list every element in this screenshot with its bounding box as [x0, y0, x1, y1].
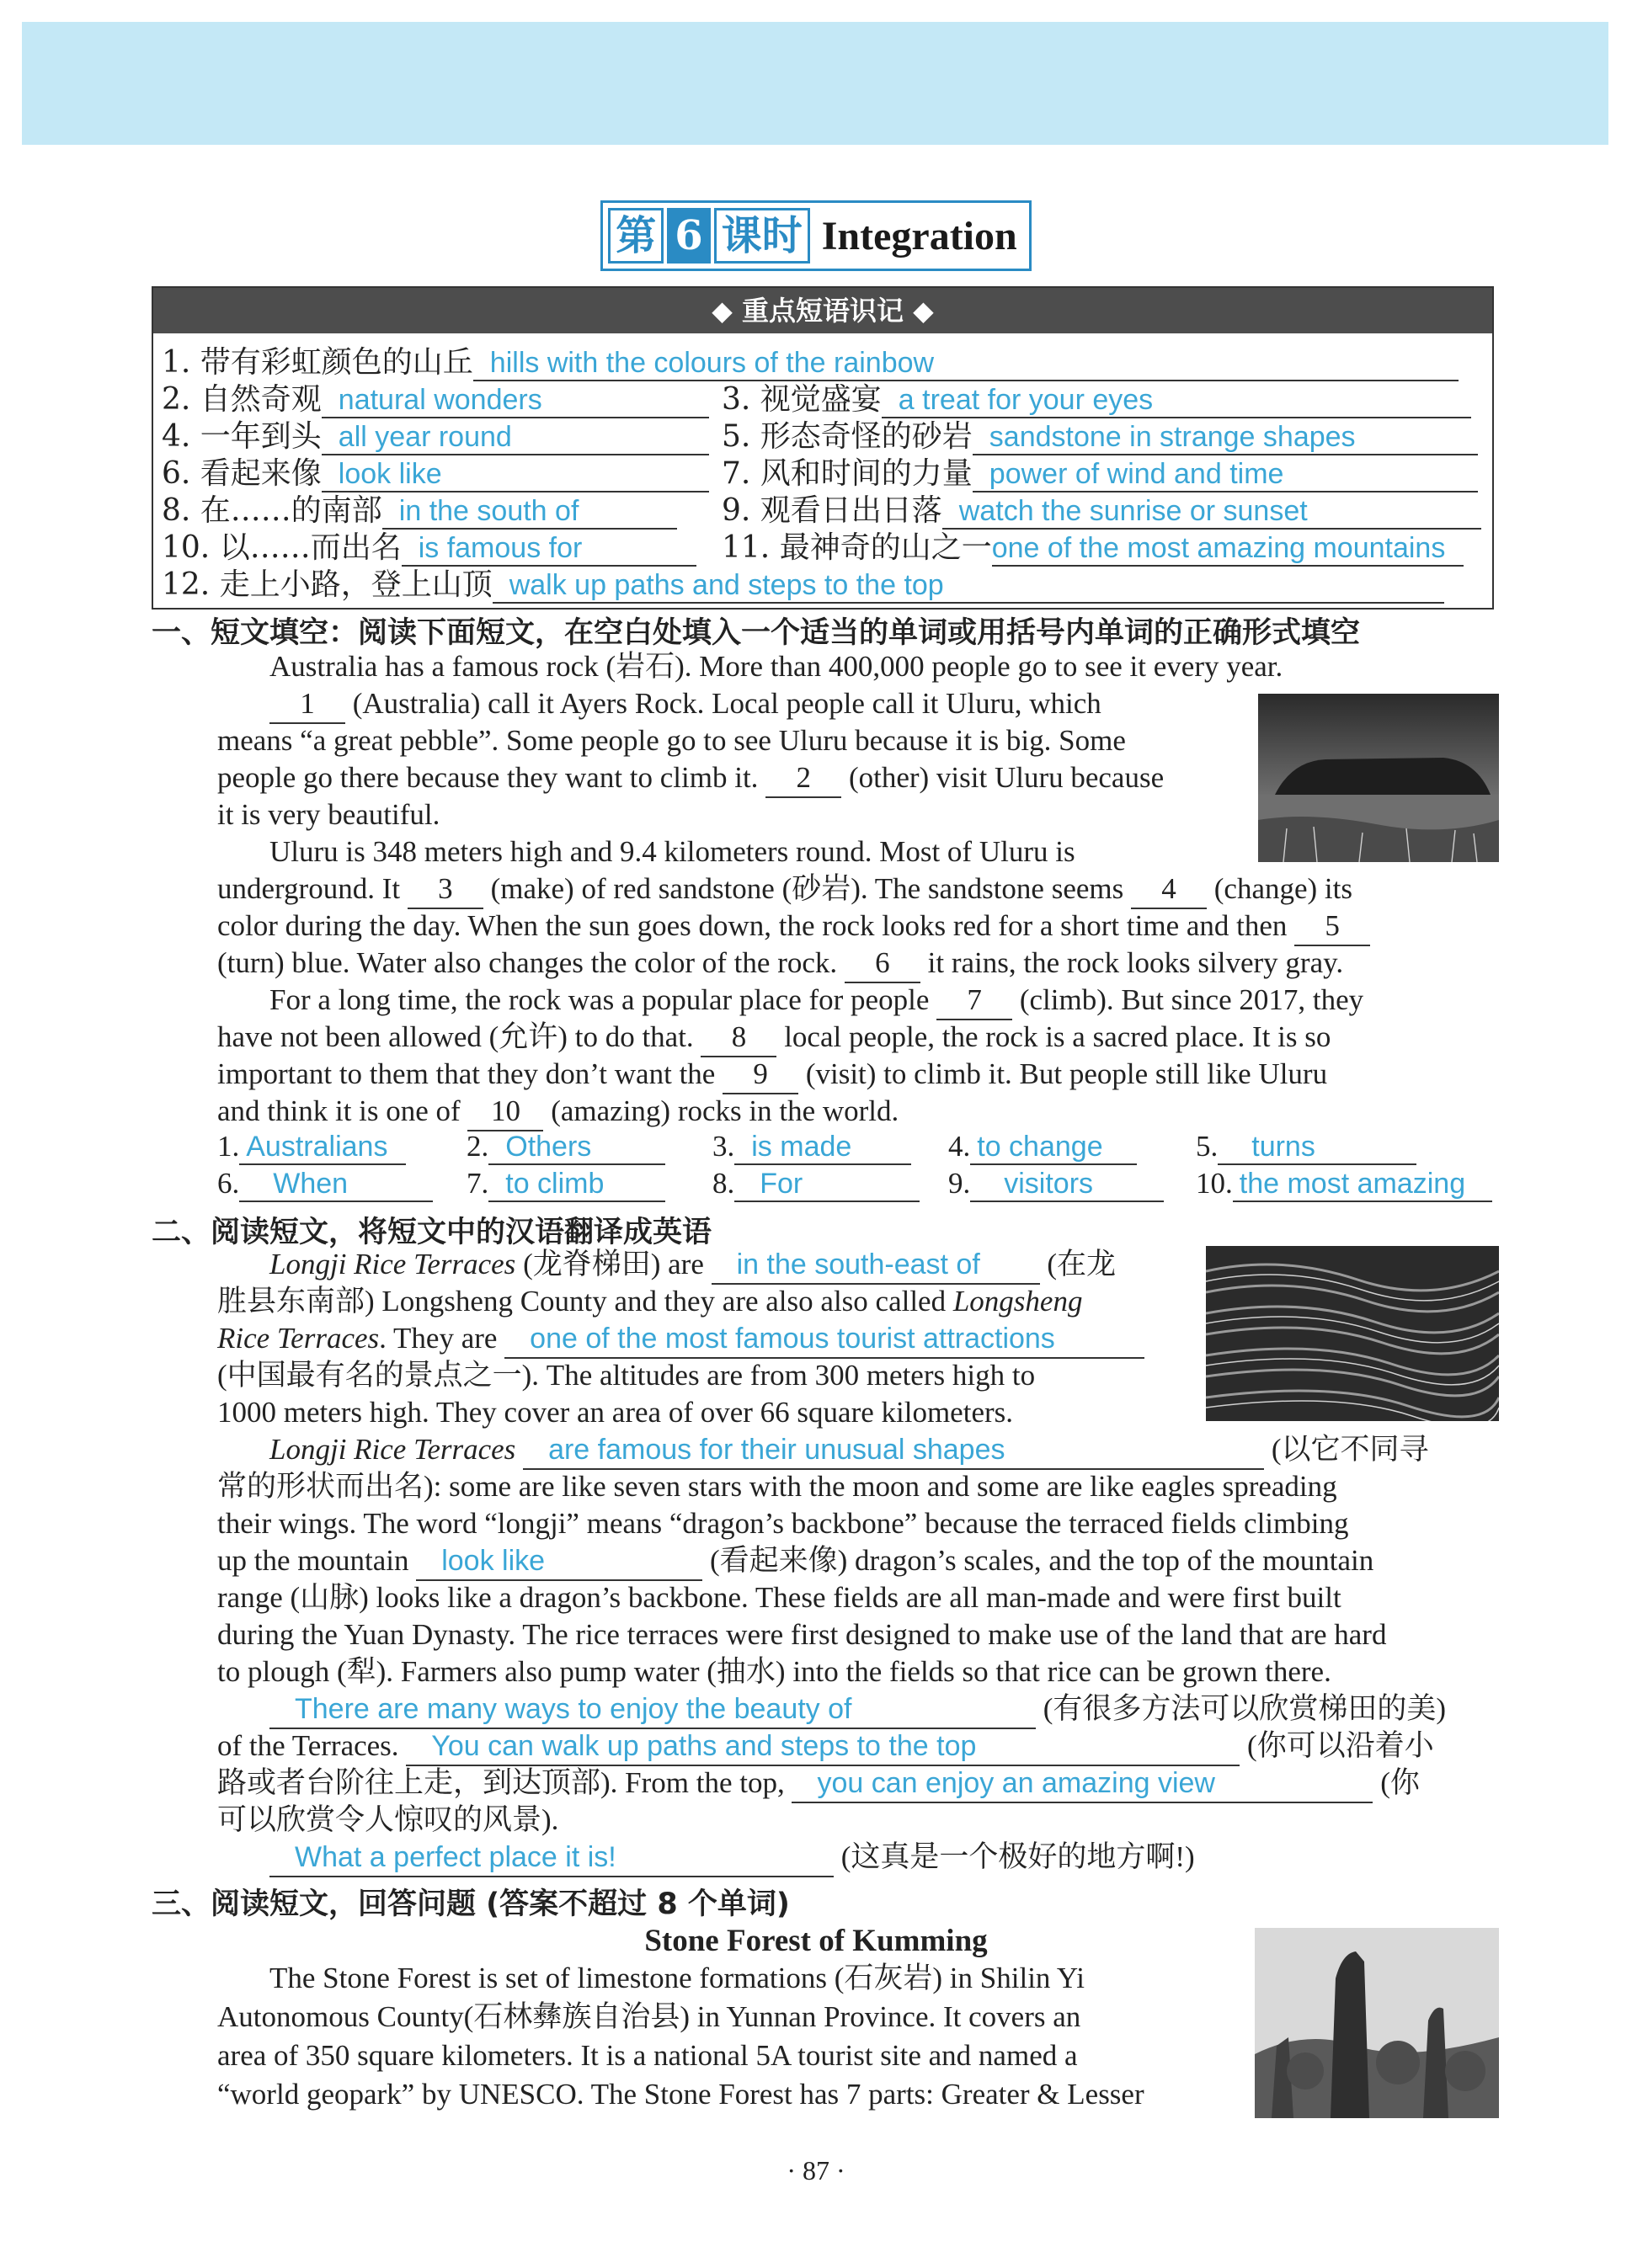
text: 胜县东南部) Longsheng County and they are also also called — [217, 1285, 953, 1318]
phrase-question: 10. 以……而出名 — [162, 530, 402, 565]
s2-line-12: to plough (犁). Farmers also pump water (抽水) into the fields so that rice can be grown there. — [217, 1655, 1331, 1688]
s3-line-2: area of 350 square kilometers. It is a national 5A tourist site and named a — [217, 2039, 1078, 2072]
s2-line-3 — [217, 1320, 1196, 1359]
s1-line-5: Uluru is 348 meters high and 9.4 kilometers round. Most of Uluru is — [269, 835, 1075, 868]
phrase-question: 2. 自然奇观 — [162, 382, 322, 417]
s2-line-8: their wings. The word “longji” means “dragon’s backbone” because the terraced fields climbing — [217, 1507, 1349, 1540]
s2-line-2 — [217, 1283, 1196, 1320]
phrase-row — [162, 561, 1484, 602]
uluru-image — [1258, 694, 1499, 862]
answer-num: 7. — [467, 1167, 489, 1200]
answer-item — [217, 1167, 433, 1202]
answer-num: 4. — [948, 1130, 971, 1163]
s2-line-5: 1000 meters high. They cover an area of over 66 square kilometers. — [217, 1396, 1013, 1429]
text: people go there because they want to climb it. — [217, 761, 766, 794]
phrase-answer: walk up paths and steps to the top — [493, 568, 1444, 604]
text: (有很多方法可以欣赏梯田的美) — [1036, 1692, 1447, 1725]
phrase-answer: power of wind and time — [973, 457, 1478, 492]
phrase-question: 9. 观看日出日落 — [722, 493, 942, 528]
phrase-answer: in the south of — [382, 494, 677, 530]
title-word: Integration — [821, 214, 1017, 258]
page-number: · 87 · — [787, 2155, 845, 2185]
blank-9: 9 — [723, 1056, 798, 1094]
text: (这真是一个极好的地方啊!) — [834, 1840, 1195, 1873]
text: (turn) blue. Water also changes the color of the rock. — [217, 946, 845, 979]
answer-row-2 — [217, 1167, 1497, 1204]
text: important to them that they don’t want the — [217, 1057, 723, 1090]
blank-8: 8 — [701, 1019, 776, 1057]
phrase-question: 3. 视觉盛宴 — [722, 382, 882, 417]
answer-item — [467, 1130, 665, 1165]
answer-text: to climb — [488, 1168, 665, 1202]
blank-3: 3 — [408, 870, 483, 909]
s1-line-9 — [269, 982, 1499, 1020]
phrase-answer: one of the most amazing mountains — [992, 531, 1464, 567]
text: (你可以沿着小 — [1240, 1729, 1434, 1762]
phrase-answer: sandstone in strange shapes — [973, 420, 1478, 455]
s1-line-8 — [217, 945, 1499, 983]
text: of the Terraces. — [217, 1729, 407, 1762]
text: (make) of red sandstone (砂岩). The sandstone seems — [483, 872, 1131, 905]
phrase-answer: all year round — [322, 420, 709, 455]
s2-line-4: (中国最有名的景点之一). The altitudes are from 300 meters high to — [217, 1359, 1036, 1392]
section2-title: 二、阅读短文，将短文中的汉语翻译成英语 — [152, 1216, 712, 1249]
text: underground. It — [217, 872, 408, 905]
text: Rice Terraces — [217, 1322, 380, 1355]
answer-item — [1196, 1130, 1416, 1165]
phrase-box — [152, 286, 1494, 610]
phrase-answer: is famous for — [402, 531, 696, 567]
lesson-title — [0, 200, 1632, 271]
s1-line-0: Australia has a famous rock (岩石). More than 400,000 people go to see it every year. — [269, 650, 1283, 683]
uluru-photo — [1258, 694, 1499, 862]
phrase-row — [162, 338, 1484, 380]
stone-forest-image — [1255, 1928, 1499, 2118]
text: color during the day. When the sun goes down, the rock looks red for a short time and then — [217, 909, 1295, 942]
answer-num: 2. — [467, 1130, 489, 1163]
phrase-header: ◆ 重点短语识记 ◆ — [153, 288, 1492, 333]
text: Longsheng — [952, 1285, 1083, 1318]
s1-line-1 — [269, 685, 1246, 724]
s1-line-10 — [217, 1019, 1499, 1057]
text: up the mountain — [217, 1544, 417, 1577]
answer-num: 9. — [948, 1167, 971, 1200]
header-band — [22, 22, 1608, 145]
text: (你 — [1373, 1766, 1420, 1799]
s1-line-12 — [217, 1093, 1499, 1131]
answer-item — [1196, 1167, 1492, 1202]
s1-line-11 — [217, 1056, 1499, 1094]
answer-famous-shapes: are famous for their unusual shapes — [523, 1431, 1264, 1470]
phrase-row — [162, 524, 1484, 565]
text: local people, the rock is a sacred place. It is so — [776, 1020, 1331, 1053]
text: Longji Rice Terraces — [269, 1248, 516, 1280]
answer-item — [217, 1130, 406, 1165]
blank-1: 1 — [269, 685, 345, 724]
text: (在龙 — [1039, 1248, 1117, 1280]
answer-num: 1. — [217, 1130, 240, 1163]
answer-text: Australians — [239, 1131, 406, 1165]
answer-text: visitors — [970, 1168, 1164, 1202]
answer-text: For — [734, 1168, 920, 1202]
text: (change) its — [1207, 872, 1352, 905]
answer-text: the most amazing — [1233, 1168, 1492, 1202]
answer-amazing-view: you can enjoy an amazing view — [792, 1765, 1373, 1803]
phrase-question: 1. 带有彩虹颜色的山丘 — [162, 345, 473, 380]
rice-terraces-image — [1206, 1246, 1499, 1421]
answer-num: 8. — [712, 1167, 735, 1200]
phrase-question: 12. 走上小路，登上山顶 — [162, 567, 493, 602]
blank-10: 10 — [467, 1093, 543, 1131]
phrase-question: 5. 形态奇怪的砂岩 — [722, 419, 973, 454]
answer-item — [948, 1130, 1137, 1165]
blank-4: 4 — [1131, 870, 1207, 909]
s2-line-17 — [269, 1839, 1499, 1877]
s2-line-14 — [217, 1728, 1499, 1766]
answer-text: turns — [1218, 1131, 1416, 1165]
answer-walk-up: You can walk up paths and steps to the top — [406, 1728, 1240, 1766]
answer-item — [948, 1167, 1164, 1202]
text: have not been allowed (允许) to do that. — [217, 1020, 701, 1053]
section1-title: 一、短文填空：阅读下面短文，在空白处填入一个适当的单词或用括号内单词的正确形式填空 — [152, 616, 1361, 650]
phrase-answer: a treat for your eyes — [882, 383, 1471, 418]
answer-perfect-place: What a perfect place it is! — [269, 1839, 834, 1877]
phrase-question: 11. 最神奇的山之一 — [722, 530, 992, 565]
phrase-question: 4. 一年到头 — [162, 419, 322, 454]
phrase-question: 7. 风和时间的力量 — [722, 456, 973, 491]
s2-line-10: range (山脉) looks like a dragon’s backbone. These fields are all man-made and were first built — [217, 1581, 1341, 1614]
blank-5: 5 — [1294, 908, 1370, 946]
text: (龙脊梯田) are — [515, 1248, 712, 1280]
s2-line-16: 可以欣赏令人惊叹的风景). — [217, 1803, 559, 1836]
s2-line-9 — [217, 1542, 1499, 1581]
s1-line-2: means “a great pebble”. Some people go to see Uluru because it is big. Some — [217, 724, 1126, 757]
phrase-row — [162, 375, 1484, 417]
text: (visit) to climb it. But people still like Uluru — [798, 1057, 1328, 1090]
s2-line-13 — [269, 1690, 1499, 1729]
stone-forest-photo — [1255, 1928, 1499, 2118]
rice-terraces-photo — [1206, 1246, 1499, 1421]
answer-num: 6. — [217, 1167, 240, 1200]
title-keshi: 课时 — [714, 208, 810, 264]
phrase-row — [162, 487, 1484, 528]
answer-item — [712, 1130, 911, 1165]
answer-text: Others — [488, 1131, 665, 1165]
phrase-answer: look like — [322, 457, 709, 492]
text: (看起来像) dragon’s scales, and the top of the mountain — [702, 1544, 1374, 1577]
phrase-answer: natural wonders — [322, 383, 709, 418]
s3-line-1: Autonomous County(石林彝族自治县) in Yunnan Province. It covers an — [217, 2000, 1081, 2033]
s2-line-11: during the Yuan Dynasty. The rice terraces were first designed to make use of the land that are hard — [217, 1618, 1387, 1651]
answer-in-south-east: in the south-east of — [712, 1246, 1040, 1285]
answer-row-1 — [217, 1130, 1497, 1167]
text: For a long time, the rock was a popular place for people — [269, 983, 937, 1016]
text: (other) visit Uluru because — [841, 761, 1165, 794]
blank-7: 7 — [936, 982, 1012, 1020]
text: . They are — [379, 1322, 505, 1355]
answer-many-ways: There are many ways to enjoy the beauty of — [269, 1690, 1036, 1729]
answer-famous-attractions: one of the most famous tourist attractions — [504, 1320, 1144, 1359]
s1-line-4: it is very beautiful. — [217, 798, 440, 831]
answer-item — [712, 1167, 920, 1202]
title-num: 6 — [667, 208, 710, 264]
phrase-row — [162, 413, 1484, 454]
answer-num: 10. — [1196, 1167, 1233, 1200]
section3-title: 三、阅读短文，回答问题 (答案不超过 8 个单词) — [152, 1887, 790, 1921]
s1-line-7 — [217, 908, 1499, 946]
text: (Australia) call it Ayers Rock. Local people call it Uluru, which — [345, 687, 1101, 720]
answer-text: When — [239, 1168, 433, 1202]
phrase-item — [162, 561, 1444, 604]
text: 路或者台阶往上走，到达顶部). From the top, — [217, 1766, 792, 1799]
s2-line-1 — [269, 1246, 1196, 1285]
phrase-row — [162, 450, 1484, 491]
s2-line-15 — [217, 1765, 1499, 1803]
phrase-answer: hills with the colours of the rainbow — [473, 346, 1459, 381]
answer-text: to change — [970, 1131, 1137, 1165]
lesson-title-box — [600, 200, 1031, 271]
text: Longji Rice Terraces — [269, 1433, 516, 1466]
section3-heading: Stone Forest of Kumming — [644, 1924, 988, 1958]
title-di: 第 — [608, 208, 664, 264]
s2-line-7: 常的形状而出名): some are like seven stars with the moon and some are like eagles spreading — [217, 1470, 1337, 1503]
s1-line-3 — [217, 759, 1246, 798]
text: (climb). But since 2017, they — [1012, 983, 1364, 1016]
s2-line-6 — [269, 1431, 1499, 1470]
phrase-question: 6. 看起来像 — [162, 456, 322, 491]
blank-6: 6 — [845, 945, 920, 983]
phrase-answer: watch the sunrise or sunset — [942, 494, 1481, 530]
answer-text: is made — [734, 1131, 911, 1165]
answer-item — [467, 1167, 665, 1202]
blank-2: 2 — [765, 759, 841, 798]
text: (amazing) rocks in the world. — [543, 1094, 899, 1127]
text: and think it is one of — [217, 1094, 468, 1127]
text: (以它不同寻 — [1264, 1433, 1429, 1466]
s1-line-6 — [217, 870, 1499, 909]
s3-line-0: The Stone Forest is set of limestone formations (石灰岩) in Shilin Yi — [269, 1962, 1085, 1994]
answer-num: 3. — [712, 1130, 735, 1163]
answer-num: 5. — [1196, 1130, 1219, 1163]
answer-look-like: look like — [416, 1542, 702, 1581]
s3-line-3: “world geopark” by UNESCO. The Stone Forest has 7 parts: Greater & Lesser — [217, 2078, 1144, 2111]
phrase-question: 8. 在……的南部 — [162, 493, 382, 528]
text: it rains, the rock looks silvery gray. — [920, 946, 1344, 979]
